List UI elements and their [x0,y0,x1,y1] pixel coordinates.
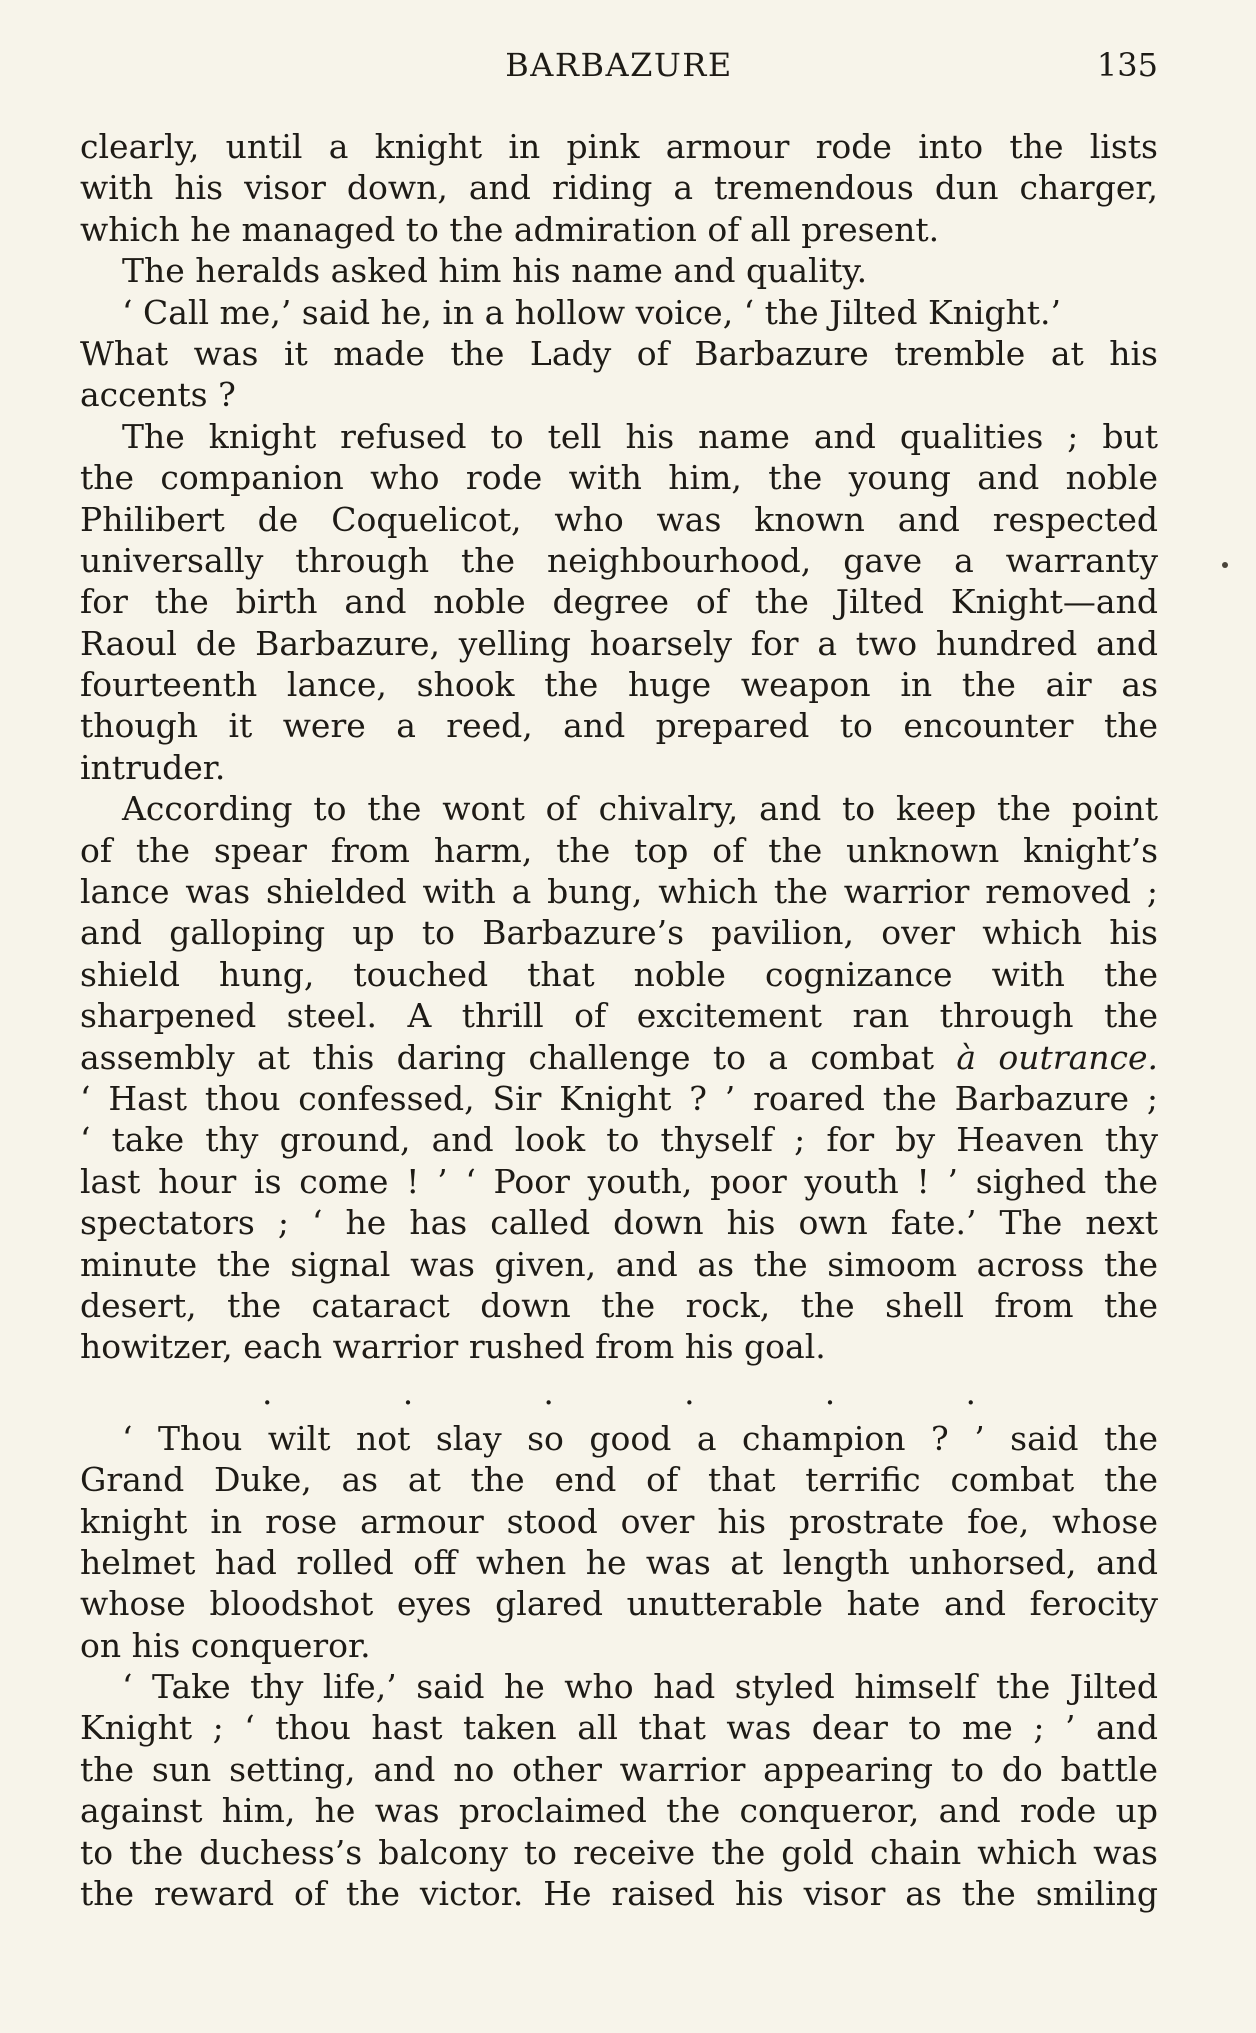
text-line: the companion who rode with him, the young and noble [80,458,1158,498]
text-line: for the birth and noble degree of the Jilted Knight—and [80,582,1158,622]
text-line: accents ? [80,375,236,415]
text-line: of the spear from harm, the top of the unknown knight’s [80,830,1158,870]
text-line: The knight refused to tell his name and qualities ; but [122,416,1158,456]
section-break [80,1368,1158,1418]
break-dot: . [824,1372,836,1412]
text-line: against him, he was proclaimed the conqueror, and rode up [80,1791,1158,1831]
text-line: Philibert de Coquelicot, who was known and respected [80,499,1158,539]
text-line: on his conqueror. [80,1625,371,1665]
page-number: 135 [1096,46,1158,84]
text-line: last hour is come ! ’ ‘ Poor youth, poor youth ! ’ sighed the [80,1161,1158,1201]
break-dot: . [402,1372,414,1412]
running-title: BARBAZURE [505,46,733,84]
text-line: Raoul de Barbazure, yelling hoarsely for a two hundred and [80,623,1158,663]
break-dot: . [684,1372,695,1412]
text-line: desert, the cataract down the rock, the shell from the [80,1285,1158,1325]
text-line: and galloping up to Barbazure’s pavilion, over which his [80,913,1158,953]
text-line: fourteenth lance, shook the huge weapon in the air as [80,665,1158,705]
text-line: the reward of the victor. He raised his visor as the smiling [80,1874,1158,1914]
margin-mark [1222,562,1228,568]
break-dot: . [543,1372,554,1412]
text-line: minute the signal was given, and as the simoom across the [80,1244,1158,1284]
text-line: to the duchess’s balcony to receive the gold chain which was [80,1832,1158,1872]
text-line: ‘ Hast thou confessed, Sir Knight ? ’ roared the Barbazure ; [80,1078,1158,1118]
text-line-with-italic [80,1037,1158,1078]
text-line: ‘ Call me,’ said he, in a hollow voice, ‘ the Jilted Knight.’ [122,292,1062,332]
text-line: intruder. [80,747,226,787]
text-line: helmet had rolled off when he was at length unhorsed, and [80,1542,1158,1582]
text-line: the sun setting, and no other warrior appearing to do battle [80,1749,1158,1789]
text-line: spectators ; ‘ he has called down his own fate.’ The next [80,1203,1158,1243]
text-line: ‘ Thou wilt not slay so good a champion ? ’ said the [122,1418,1158,1458]
text-line: What was it made the Lady of Barbazure tremble at his [80,333,1158,373]
text-line: knight in rose armour stood over his prostrate foe, whose [80,1501,1158,1541]
text-line: which he managed to the admiration of all present. [80,209,940,249]
body-text [80,126,1158,1914]
text-line: lance was shielded with a bung, which the warrior removed ; [80,872,1158,912]
break-dot: . [262,1372,273,1412]
text-line: ‘ Take thy life,’ said he who had styled himself the Jilted [122,1667,1158,1707]
text-line: shield hung, touched that noble cognizance with the [80,954,1158,994]
text-line: According to the wont of chivalry, and to keep the point [122,789,1158,829]
running-header [80,46,1158,90]
text-line: ‘ take thy ground, and look to thyself ; for by Heaven thy [80,1120,1158,1160]
text-line: whose bloodshot eyes glared unutterable hate and ferocity [80,1584,1158,1624]
text-line: though it were a reed, and prepared to encounter the [80,706,1158,746]
text-line: Knight ; ‘ thou hast taken all that was dear to me ; ’ and [80,1708,1158,1748]
text-line: The heralds asked him his name and quality. [122,251,868,291]
text-line: howitzer, each warrior rushed from his goal. [80,1327,826,1367]
break-dot: . [965,1372,976,1412]
text-line: universally through the neighbourhood, gave a warranty [80,540,1158,580]
text-line: sharpened steel. A thrill of excitement ran through the [80,996,1158,1036]
italic-phrase: à outrance. [956,1037,1158,1077]
text-line-part: assembly at this daring challenge to a combat [80,1037,935,1077]
text-line: with his visor down, and riding a tremendous dun charger, [80,168,1158,208]
text-line: Grand Duke, as at the end of that terrific combat the [80,1460,1158,1500]
text-line: clearly, until a knight in pink armour rode into the lists [80,127,1158,166]
